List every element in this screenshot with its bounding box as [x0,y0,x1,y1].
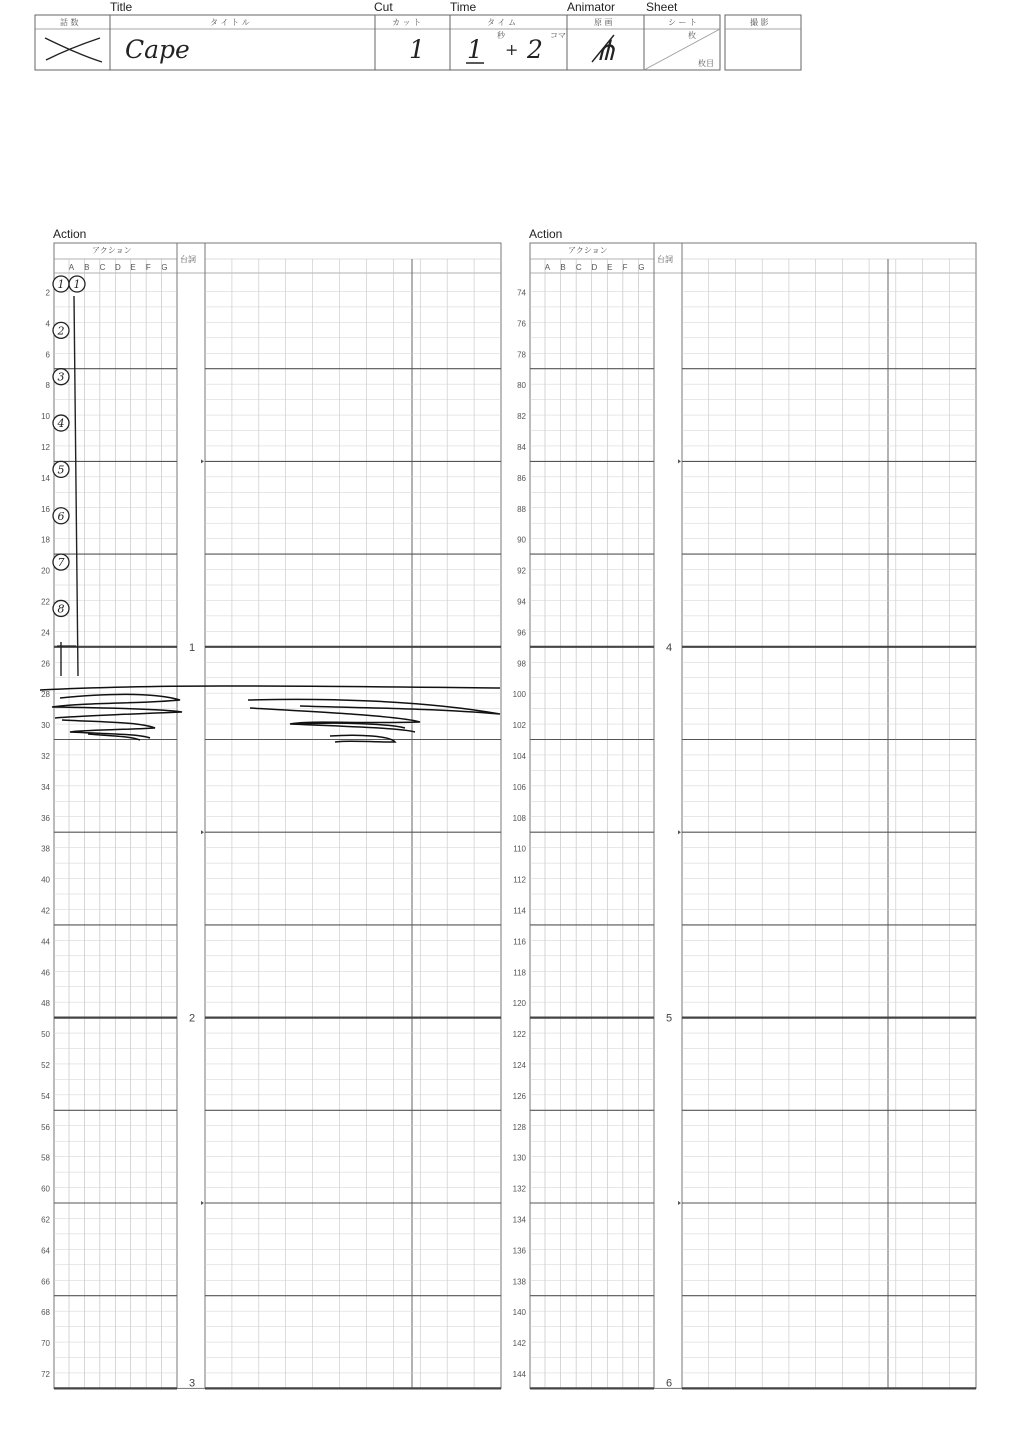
frame-number: 30 [41,721,50,731]
column-header-g: G [161,263,168,272]
action-jp: アクション [92,246,132,255]
scribble-strike-out [40,686,500,742]
second-mark: 6 [665,1377,673,1390]
cut-label: Cut [374,0,393,14]
key-frame-5 [53,461,69,477]
frame-number: 38 [41,844,50,854]
key-frame-8 [53,600,69,616]
frame-number: 10 [41,412,50,422]
frame-number: 48 [41,999,50,1009]
timesheet-panel-left [41,227,501,1389]
column-header-e: E [607,263,613,272]
second-mark: 3 [188,1377,196,1390]
action-label: Action [529,227,563,241]
sheet-label: Sheet [646,0,678,14]
frame-number: 78 [517,350,526,360]
frame-number: 76 [517,319,526,329]
frame-number: 32 [41,751,50,761]
frame-number: 8 [45,381,50,391]
photo-jp: 撮 影 [750,18,769,27]
frame-number: 132 [512,1184,526,1194]
frame-number: 66 [41,1277,50,1287]
frame-number: 16 [41,504,50,514]
animator-value: ⋔ [594,34,618,67]
frame-number: 22 [41,597,50,607]
frame-number: 126 [512,1091,526,1101]
frame-number: 86 [517,473,526,483]
frame-number: 116 [513,937,526,947]
cut-jp: カ ッ ト [392,18,422,27]
svg-text:2: 2 [57,324,65,338]
frame-number: 134 [512,1215,526,1225]
frame-number: 96 [517,628,526,638]
key-frame-4 [53,415,69,431]
animator-jp: 原 画 [594,18,613,27]
frame-number: 26 [41,659,50,669]
frame-number: 56 [41,1122,50,1132]
frame-number: 14 [41,473,50,483]
svg-text:5: 5 [57,463,65,477]
frame-number: 128 [512,1122,526,1132]
column-header-f: F [145,263,151,272]
frame-number: 82 [517,412,526,422]
frame-number: 6 [45,350,50,360]
sec-jp: 秒 [497,31,505,40]
frame-number: 34 [41,782,50,792]
frame-number: 112 [513,875,526,885]
column-header-e: E [130,263,136,272]
frame-number: 54 [41,1091,50,1101]
time-plus: + [505,40,519,59]
koma-jp: コマ [550,31,566,40]
frame-number: 52 [41,1060,50,1070]
column-header-c: C [99,263,106,272]
time-jp: タ イ ム [487,18,517,27]
key-frame-6 [53,508,69,524]
frame-number: 144 [512,1369,526,1379]
frame-number: 44 [41,937,50,947]
dialogue-jp: 台詞 [657,255,673,264]
column-header-b: B [84,263,90,272]
frame-number: 42 [41,906,50,916]
frame-number: 80 [517,381,526,391]
mai-jp: 枚 [688,31,696,40]
column-header-f: F [622,263,628,272]
action-jp: アクション [568,246,608,255]
frame-number: 4 [45,319,50,329]
frame-number: 120 [512,999,526,1009]
action-label: Action [53,227,87,241]
second-mark: 4 [665,641,673,654]
svg-text:6: 6 [57,509,65,523]
frame-number: 104 [512,751,526,761]
column-header-c: C [575,263,582,272]
frame-number: 62 [41,1215,50,1225]
time-seconds-value: 1 [467,35,483,64]
second-mark: 1 [188,641,196,654]
frame-number: 102 [512,721,526,731]
frame-number: 60 [41,1184,50,1194]
frame-number: 64 [41,1246,50,1256]
column-header-g: G [638,263,645,272]
frame-number: 138 [512,1277,526,1287]
frame-number: 36 [41,813,50,823]
title-value: Cape [125,35,190,64]
svg-text:3: 3 [57,370,65,384]
frame-number: 84 [517,442,526,452]
frame-number: 12 [41,442,50,452]
svg-text:1: 1 [57,278,65,291]
column-header-d: D [115,263,121,272]
time-frames-value: 2 [527,35,543,64]
sheet-jp: シ ー ト [668,18,698,27]
episode-jp: 話 数 [60,18,79,27]
episode-cross-mark [45,38,102,62]
frame-number: 92 [517,566,526,576]
frame-number: 130 [512,1153,526,1163]
frame-number: 46 [41,968,50,978]
svg-text:4: 4 [57,417,65,431]
maime-jp: 枚目 [698,59,714,68]
animator-label: Animator [567,0,616,14]
dialogue-jp: 台詞 [180,255,196,264]
frame-number: 28 [41,690,50,700]
frame-number: 70 [41,1339,50,1349]
column-header-b: B [560,263,566,272]
frame-number: 94 [517,597,526,607]
frame-number: 110 [513,844,526,854]
cut-value: 1 [409,35,425,64]
key-frame-1 [53,276,69,292]
second-mark: 2 [188,1012,196,1025]
frame-number: 68 [41,1308,50,1318]
frame-number: 108 [512,813,526,823]
column-header-a: A [544,263,551,272]
key-frame-1 [69,276,85,292]
frame-number: 140 [512,1308,526,1318]
header [35,0,801,70]
frame-number: 50 [41,1030,50,1040]
frame-number: 2 [45,288,50,298]
key-frame-7 [53,554,69,570]
frame-number: 18 [41,535,50,545]
time-label: Time [450,0,477,14]
frame-number: 124 [512,1060,526,1070]
timesheet-panel-right [513,227,976,1389]
frame-number: 58 [41,1153,50,1163]
frame-number: 142 [512,1339,526,1349]
frame-number: 72 [41,1369,50,1379]
title-label: Title [110,0,133,14]
frame-number: 122 [512,1030,526,1040]
second-mark: 5 [665,1012,673,1025]
frame-number: 106 [512,782,526,792]
title-jp: タ イ ト ル [210,18,250,27]
svg-text:7: 7 [57,556,65,570]
frame-number: 74 [517,288,526,298]
key-frame-2 [53,322,69,338]
frame-number: 98 [517,659,526,669]
frame-number: 118 [513,968,526,978]
svg-text:1: 1 [73,278,81,291]
frame-number: 136 [512,1246,526,1256]
column-header-d: D [591,263,598,272]
frame-number: 114 [513,906,526,916]
frame-number: 40 [41,875,50,885]
frame-number: 88 [517,504,526,514]
frame-number: 100 [512,690,526,700]
column-header-a: A [68,263,75,272]
frame-number: 20 [41,566,50,576]
frame-number: 90 [517,535,526,545]
svg-text:8: 8 [57,602,65,616]
frame-number: 24 [41,628,50,638]
key-frame-3 [53,369,69,385]
